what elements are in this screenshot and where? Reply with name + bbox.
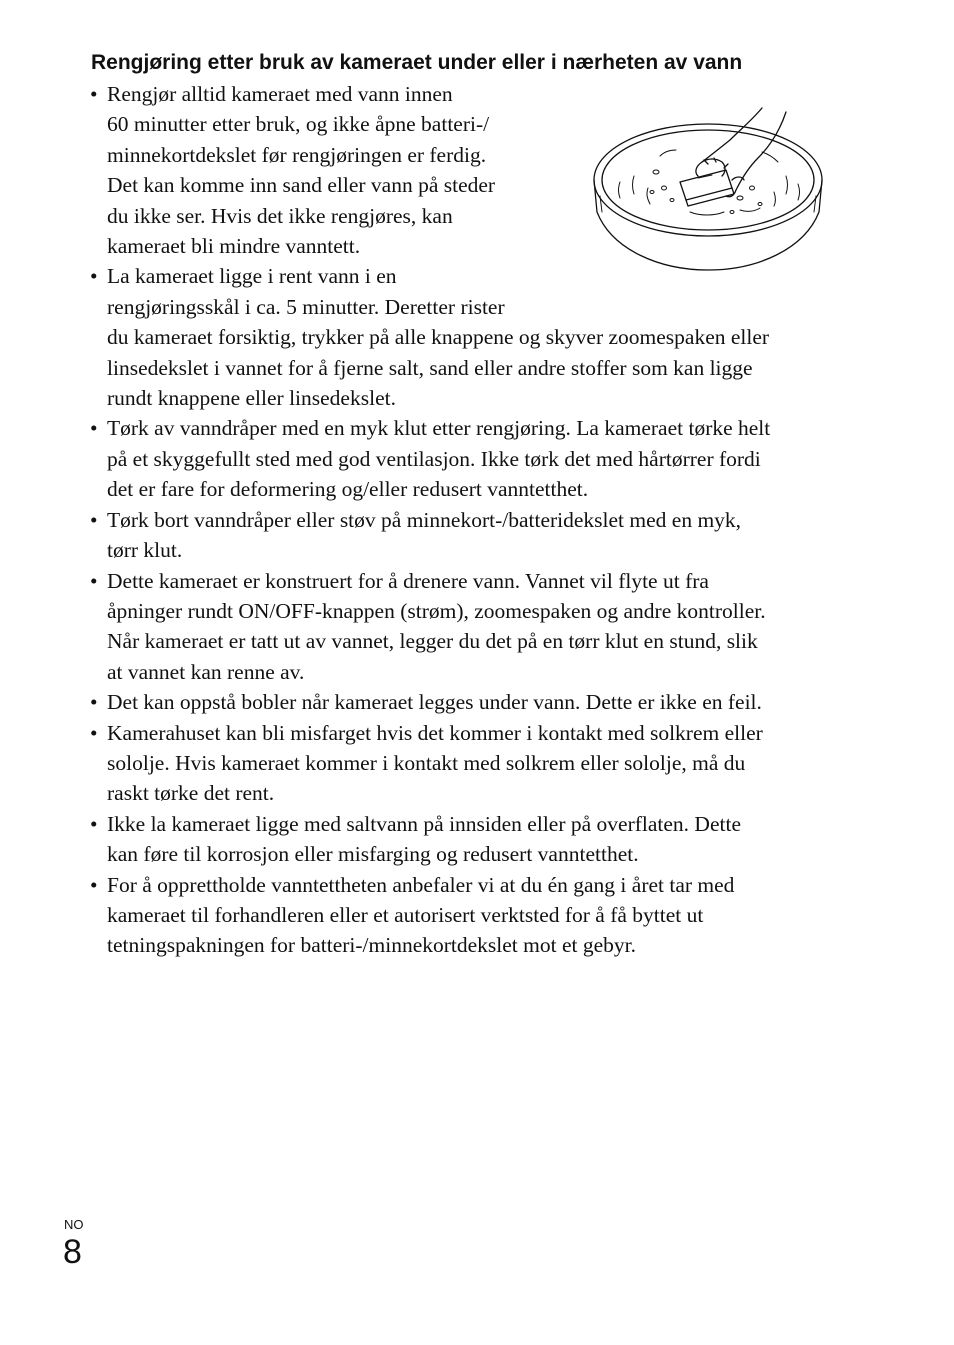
page-region-label: NO <box>64 1217 84 1232</box>
text-line: Tørk bort vanndråper eller støv på minnekort-/batteridekslet med en myk, <box>107 507 742 532</box>
text-line: på et skyggefullt sted med god ventilasjon. Ikke tørk det med hårtørrer fordi <box>107 446 761 471</box>
page-number: 8 <box>63 1233 82 1271</box>
list-item <box>90 566 844 688</box>
list-item <box>90 413 844 504</box>
text-line: tørr klut. <box>107 538 183 563</box>
text-line: Dette kameraet er konstruert for å drenere vann. Vannet vil flyte ut fra <box>107 568 709 593</box>
text-line: minnekortdekslet før rengjøringen er ferdig. <box>107 142 487 167</box>
bowl-wall-shading <box>600 196 816 212</box>
text-line: For å opprettholde vanntettheten anbefaler vi at du én gang i året tar med <box>107 872 735 897</box>
text-line: La kameraet ligge i rent vann i en <box>107 264 397 289</box>
text-line: sololje. Hvis kameraet kommer i kontakt med solkrem eller sololje, må du <box>107 750 746 775</box>
text-line: rundt knappene eller linsedekslet. <box>107 386 396 411</box>
section-heading: Rengjøring etter bruk av kameraet under eller i nærheten av vann <box>91 51 743 74</box>
text-line: at vannet kan renne av. <box>107 659 305 684</box>
text-line: rengjøringsskål i ca. 5 minutter. Deretter rister <box>107 294 505 319</box>
text-line: du kameraet forsiktig, trykker på alle knappene og skyver zoomespaken eller <box>107 325 770 350</box>
text-line: åpninger rundt ON/OFF-knappen (strøm), zoomespaken og andre kontroller. <box>107 598 766 623</box>
text-line: 60 minutter etter bruk, og ikke åpne batteri-/ <box>107 112 490 137</box>
list-item <box>90 261 844 413</box>
text-line: kameraet bli mindre vanntett. <box>107 234 361 259</box>
text-line: Når kameraet er tatt ut av vannet, legger du det på en tørr klut en stund, slik <box>107 629 758 654</box>
text-line: Rengjør alltid kameraet med vann innen <box>107 82 453 106</box>
text-line: du ikke ser. Hvis det ikke rengjøres, kan <box>107 203 453 228</box>
text-line: det er fare for deformering og/eller redusert vanntetthet. <box>107 477 589 502</box>
text-line: kameraet til forhandleren eller et autorisert verktsted for å få byttet ut <box>107 902 704 927</box>
text-line: Kamerahuset kan bli misfarget hvis det kommer i kontakt med solkrem eller <box>107 720 763 745</box>
list-item <box>90 505 844 566</box>
camera-rinsing-illustration <box>590 100 830 280</box>
text-line: Tørk av vanndråper med en myk klut etter rengjøring. La kameraet tørke helt <box>107 416 771 441</box>
text-line: tetningspakningen for batteri-/minnekortdekslet mot et gebyr. <box>107 933 637 958</box>
text-line: raskt tørke det rent. <box>107 781 275 806</box>
list-item <box>90 809 844 870</box>
list-item <box>90 718 844 809</box>
camera-icon <box>680 170 734 206</box>
text-line: Det kan oppstå bobler når kameraet legges under vann. Dette er ikke en feil. <box>107 690 762 715</box>
text-line: linsedekslet i vannet for å fjerne salt, sand eller andre stoffer som kan ligge <box>107 355 753 380</box>
list-item <box>90 687 844 717</box>
list-item <box>90 870 844 961</box>
text-line: kan føre til korrosjon eller misfarging og redusert vanntetthet. <box>107 842 639 867</box>
text-line: Ikke la kameraet ligge med saltvann på innsiden eller på overflaten. Dette <box>107 811 741 836</box>
text-line: Det kan komme inn sand eller vann på steder <box>107 173 496 198</box>
